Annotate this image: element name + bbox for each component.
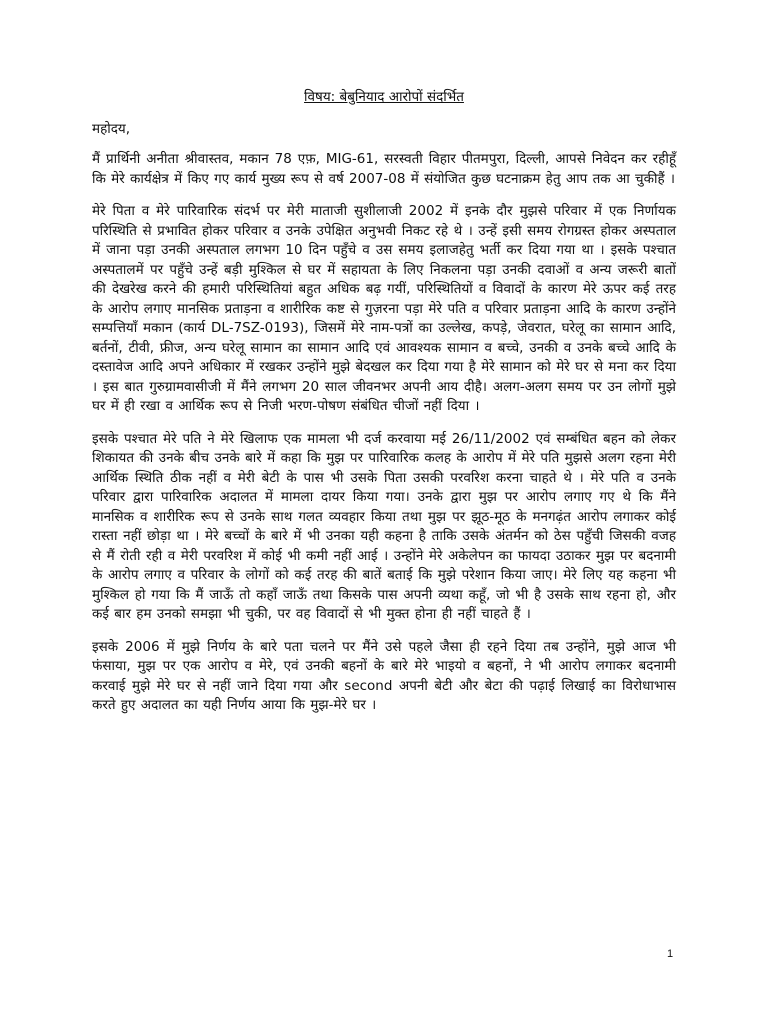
salutation: महोदय, [92, 121, 131, 137]
document-page [92, 88, 676, 729]
paragraph-1: मैं प्रार्थिनी अनीता श्रीवास्तव, मकान 78 एफ़, MIG-61, सरस्वती विहार पीतमपुरा, दिल्ली, आपसे निवेदन कर रहीहूँ कि मेरे कार्यक्षेत्र में किए गए कार्य मुख्य रूप से वर्ष 2007-08 में संयोजित कुछ घटनाक्रम हेतु आप तक आ चुकीहैं । [92, 151, 676, 187]
page-title: विषय: बेबुनियाद आरोपों संदर्भित [304, 89, 464, 105]
paragraph-3: इसके पश्चात मेरे पति ने मेरे खिलाफ एक मामला भी दर्ज करवाया मई 26/11/2002 एवं सम्बंधित बहन को लेकर शिकायत की उनके बीच उनके बारे में कहा कि मुझ पर पारिवारिक कलह के आरोप में मेरे पति मुझसे अलग रहना मेरी आर्थिक स्थिति ठीक नहीं व मेरी बेटी के पास भी उसके पिता उसकी परवरिश करना चाहते थे । मेरे पति व उनके परिवार द्वारा पारिवारिक अदालत में मामला दायर किया गया। उनके द्वारा मुझ पर आरोप लगाए गए थे कि मैंने मानसिक व शारीरिक रूप से उनके साथ गलत व्यवहार किया तथा मुझ पर झूठ-मूठ के मनगढ़ंत आरोप लगाकर कोई रास्ता नहीं छोड़ा था । मेरे बच्चों के बारे में भी उनका यही कहना है ताकि उसके अंतर्मन को ठेस पहुँची जिसकी वजह से मैं रोती रही व मेरी परवरिश में कोई भी कमी नहीं आई । उन्होंने मेरे अकेलेपन का फायदा उठाकर मुझ पर बदनामी के आरोप लगाए व परिवार के लोगों को कई तरह की बातें बताई कि मुझे परेशान किया जाए। मेरे लिए यह कहना भी मुश्किल हो गया कि मैं जाऊँ तो कहाँ जाऊँ तथा किसके पास अपनी व्यथा कहूँ, जो भी है उसके साथ रहना हो, और कई बार हम उनको समझा भी चुकी, पर वह विवादों से भी मुक्त होना ही नहीं चाहते हैं । [92, 430, 676, 622]
paragraph-2: मेरे पिता व मेरे पारिवारिक संदर्भ पर मेरी माताजी सुशीलाजी 2002 में इनके दौर मुझसे परिवार में एक निर्णायक परिस्थिति से प्रभावित होकर परिवार व उनके उपेक्षित अनुभवी निकट रहे थे । उन्हें इसी समय रोगग्रस्त होकर अस्पताल में जाना पड़ा उनकी अस्पताल लगभग 10 दिन पहुँचे व उस समय इलाजहेतु भर्ती कर दिया गया था । इसके पश्चात अस्पतालमें पर पहुँचे उन्हें बड़ी मुश्किल से घर में सहायता के लिए निकलना पड़ा उनकी दवाओं व अन्य जरूरी बातों की देखरेख करने की हमारी परिस्थितियां बहुत अधिक बढ़ गयीं, परिस्थितियों व विवादों के कारण मेरे ऊपर कई तरह के आरोप लगाए मानसिक प्रताड़ना व शारीरिक कष्ट से गुज़रना पड़ा मेरे पति व परिवार प्रताड़ना आदि के कारण उन्होंने सम्पत्तियाँ मकान (कार्य DL-7SZ-0193), जिसमें मेरे नाम-पत्रों का उल्लेख, कपड़े, जेवरात, घरेलू का सामान आदि, बर्तनों, टीवी, फ्रीज, अन्य घरेलू सामान का सामान आदि एवं आवश्यक सामान व बच्चे, उनकी व उनके बच्चे आदि के दस्तावेज आदि अपने अधिकार में रखकर उन्होंने मुझे बेदखल कर दिया गया है मेरे सामान को मेरे घर से मना कर दिया । इस बात गुरुग्रामवासीजी में मैंने लगभग 20 साल जीवनभर अपनी आय दीहै। अलग-अलग समय पर उन लोगों मुझे घर में ही रखा व आर्थिक रूप से निजी भरण-पोषण संबंधित चीजों नहीं दिया । [92, 203, 676, 414]
paragraph-4: इसके 2006 में मुझे निर्णय के बारे पता चलने पर मैंने उसे पहले जैसा ही रहने दिया तब उन्होंने, मुझे आज भी फंसाया, मुझ पर एक आरोप व मेरे, एवं उनकी बहनों के बारे मेरे भाइयो व बहनों, ने भी आरोप लगाकर बदनामी करवाई मुझे मेरे घर से नहीं जाने दिया गया और second अपनी बेटी और बेटा की पढ़ाई लिखाई का विरोधाभास करते हुए अदालत का यही निर्णय आया कि मुझ-मेरे घर । [92, 638, 676, 713]
page-number: 1 [667, 948, 674, 960]
